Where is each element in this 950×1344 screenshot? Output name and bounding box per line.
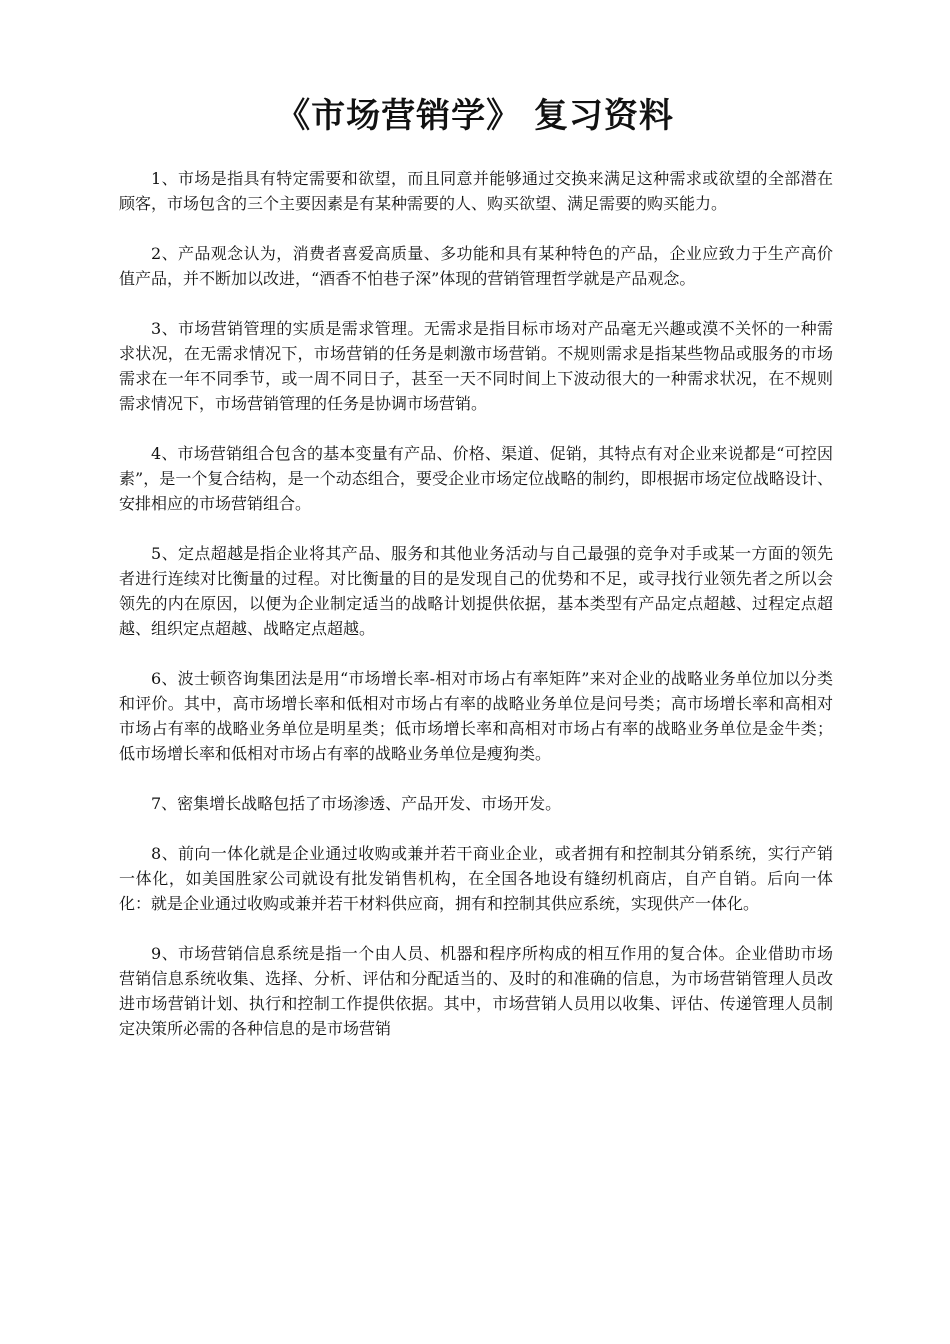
paragraph-8: 8、前向一体化就是企业通过收购或兼并若干商业企业，或者拥有和控制其分销系统，实行产销一体化，如美国胜家公司就设有批发销售机构，在全国各地设有缝纫机商店，自产自销。后向一体化：就是企业通过收购或兼并若干材料供应商，拥有和控制其供应系统，实现供产一体化。 [119, 844, 833, 913]
document-title: 《市场营销学》 复习资料 [276, 96, 674, 136]
document-body [119, 166, 833, 1041]
paragraph-4: 4、市场营销组合包含的基本变量有产品、价格、渠道、促销，其特点有对企业来说都是“可控因素”，是一个复合结构，是一个动态组合，要受企业市场定位战略的制约，即根据市场定位战略设计、安排相应的市场营销组合。 [119, 444, 833, 513]
paragraph-3: 3、市场营销管理的实质是需求管理。无需求是指目标市场对产品毫无兴趣或漠不关怀的一种需求状况，在无需求情况下，市场营销的任务是刺激市场营销。不规则需求是指某些物品或服务的市场需求在一年不同季节，或一周不同日子，甚至一天不同时间上下波动很大的一种需求状况，在不规则需求情况下，市场营销管理的任务是协调市场营销。 [119, 319, 833, 413]
paragraph-1: 1、市场是指具有特定需要和欲望，而且同意并能够通过交换来满足这种需求或欲望的全部潜在顾客，市场包含的三个主要因素是有某种需要的人、购买欲望、满足需要的购买能力。 [119, 169, 833, 213]
paragraph-2: 2、产品观念认为，消费者喜爱高质量、多功能和具有某种特色的产品，企业应致力于生产高价值产品，并不断加以改进，“酒香不怕巷子深”体现的营销管理哲学就是产品观念。 [119, 244, 833, 288]
paragraph-9: 9、市场营销信息系统是指一个由人员、机器和程序所构成的相互作用的复合体。企业借助市场营销信息系统收集、选择、分析、评估和分配适当的、及时的和准确的信息，为市场营销管理人员改进市场营销计划、执行和控制工作提供依据。其中，市场营销人员用以收集、评估、传递管理人员制定决策所必需的各种信息的是市场营销 [119, 944, 833, 1038]
paragraph-5: 5、定点超越是指企业将其产品、服务和其他业务活动与自己最强的竞争对手或某一方面的领先者进行连续对比衡量的过程。对比衡量的目的是发现自己的优势和不足，或寻找行业领先者之所以会领先的内在原因，以便为企业制定适当的战略计划提供依据，基本类型有产品定点超越、过程定点超越、组织定点超越、战略定点超越。 [119, 544, 833, 638]
paragraph-6: 6、波士顿咨询集团法是用“市场增长率-相对市场占有率矩阵”来对企业的战略业务单位加以分类和评价。其中，高市场增长率和低相对市场占有率的战略业务单位是问号类；高市场增长率和高相对市场占有率的战略业务单位是明星类；低市场增长率和高相对市场占有率的战略业务单位是金牛类；低市场增长率和低相对市场占有率的战略业务单位是瘦狗类。 [119, 669, 833, 763]
paragraph-7: 7、密集增长战略包括了市场渗透、产品开发、市场开发。 [151, 794, 562, 813]
